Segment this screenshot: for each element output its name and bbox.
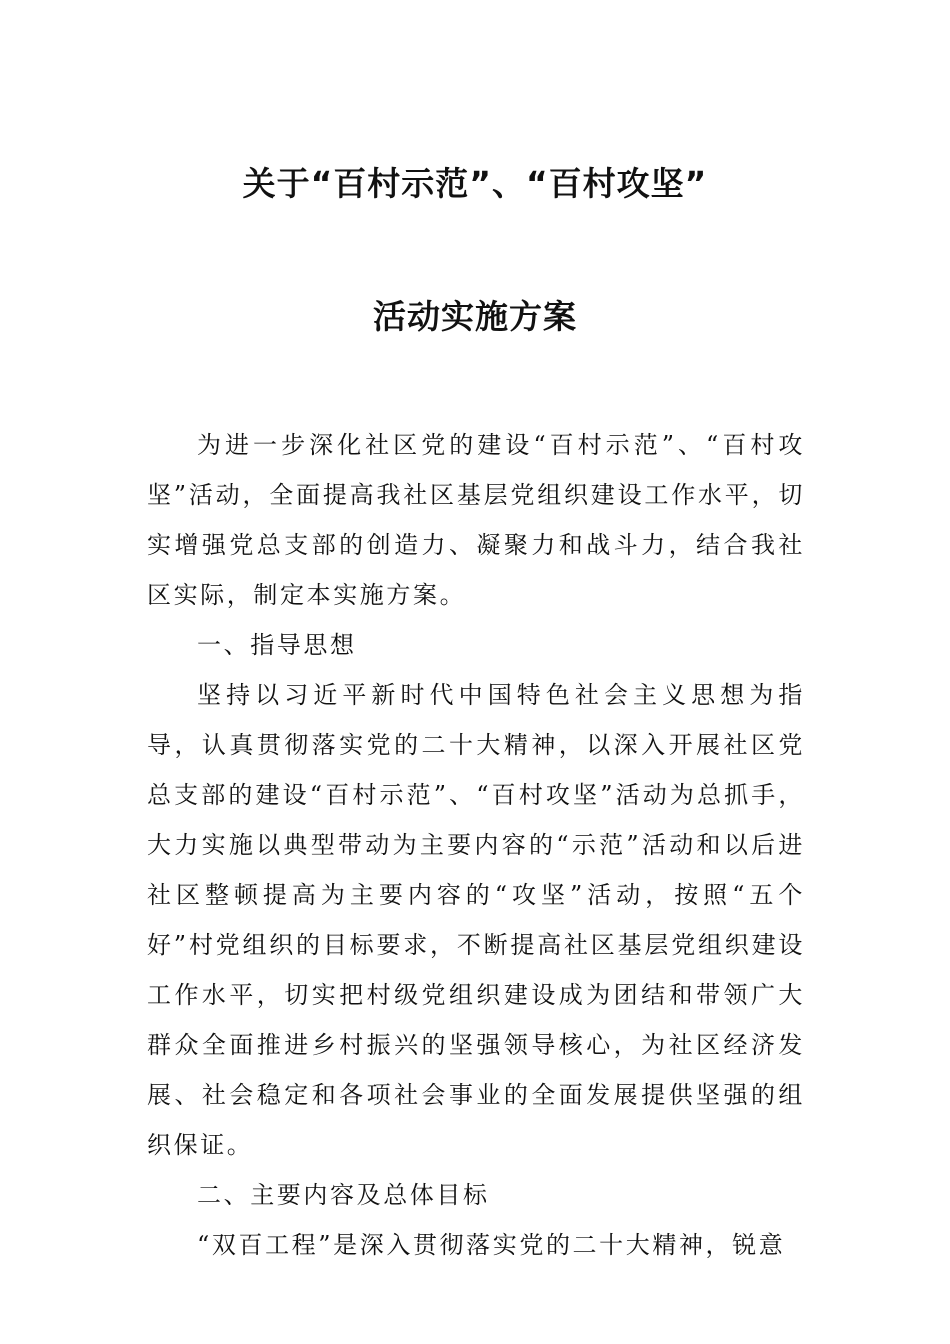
document-body	[147, 420, 805, 1270]
intro-paragraph: 为进一步深化社区党的建设“百村示范”、“百村攻坚”活动，全面提高我社区基层党组织建设工作水平，切实增强党总支部的创造力、凝聚力和战斗力，结合我社区实际，制定本实施方案。	[147, 431, 805, 609]
document-title-line-2: 活动实施方案	[373, 297, 577, 336]
guiding-ideology-paragraph: 坚持以习近平新时代中国特色社会主义思想为指导，认真贯彻落实党的二十大精神，以深入开展社区党总支部的建设“百村示范”、“百村攻坚”活动为总抓手，大力实施以典型带动为主要内容的“示范”活动和以后进社区整顿提高为主要内容的“攻坚”活动，按照“五个好”村党组织的目标要求，不断提高社区基层党组织建设工作水平，切实把村级党组织建设成为团结和带领广大群众全面推进乡村振兴的坚强领导核心，为社区经济发展、社会稳定和各项社会事业的全面发展提供坚强的组织保证。	[147, 681, 805, 1159]
section-heading-main-content: 二、主要内容及总体目标	[197, 1181, 490, 1209]
section-heading-guiding-ideology: 一、指导思想	[197, 631, 357, 659]
main-content-paragraph: “双百工程”是深入贯彻落实党的二十大精神，锐意	[197, 1231, 786, 1259]
document-title-line-1: 关于“百村示范”、“百村攻坚”	[242, 164, 708, 203]
